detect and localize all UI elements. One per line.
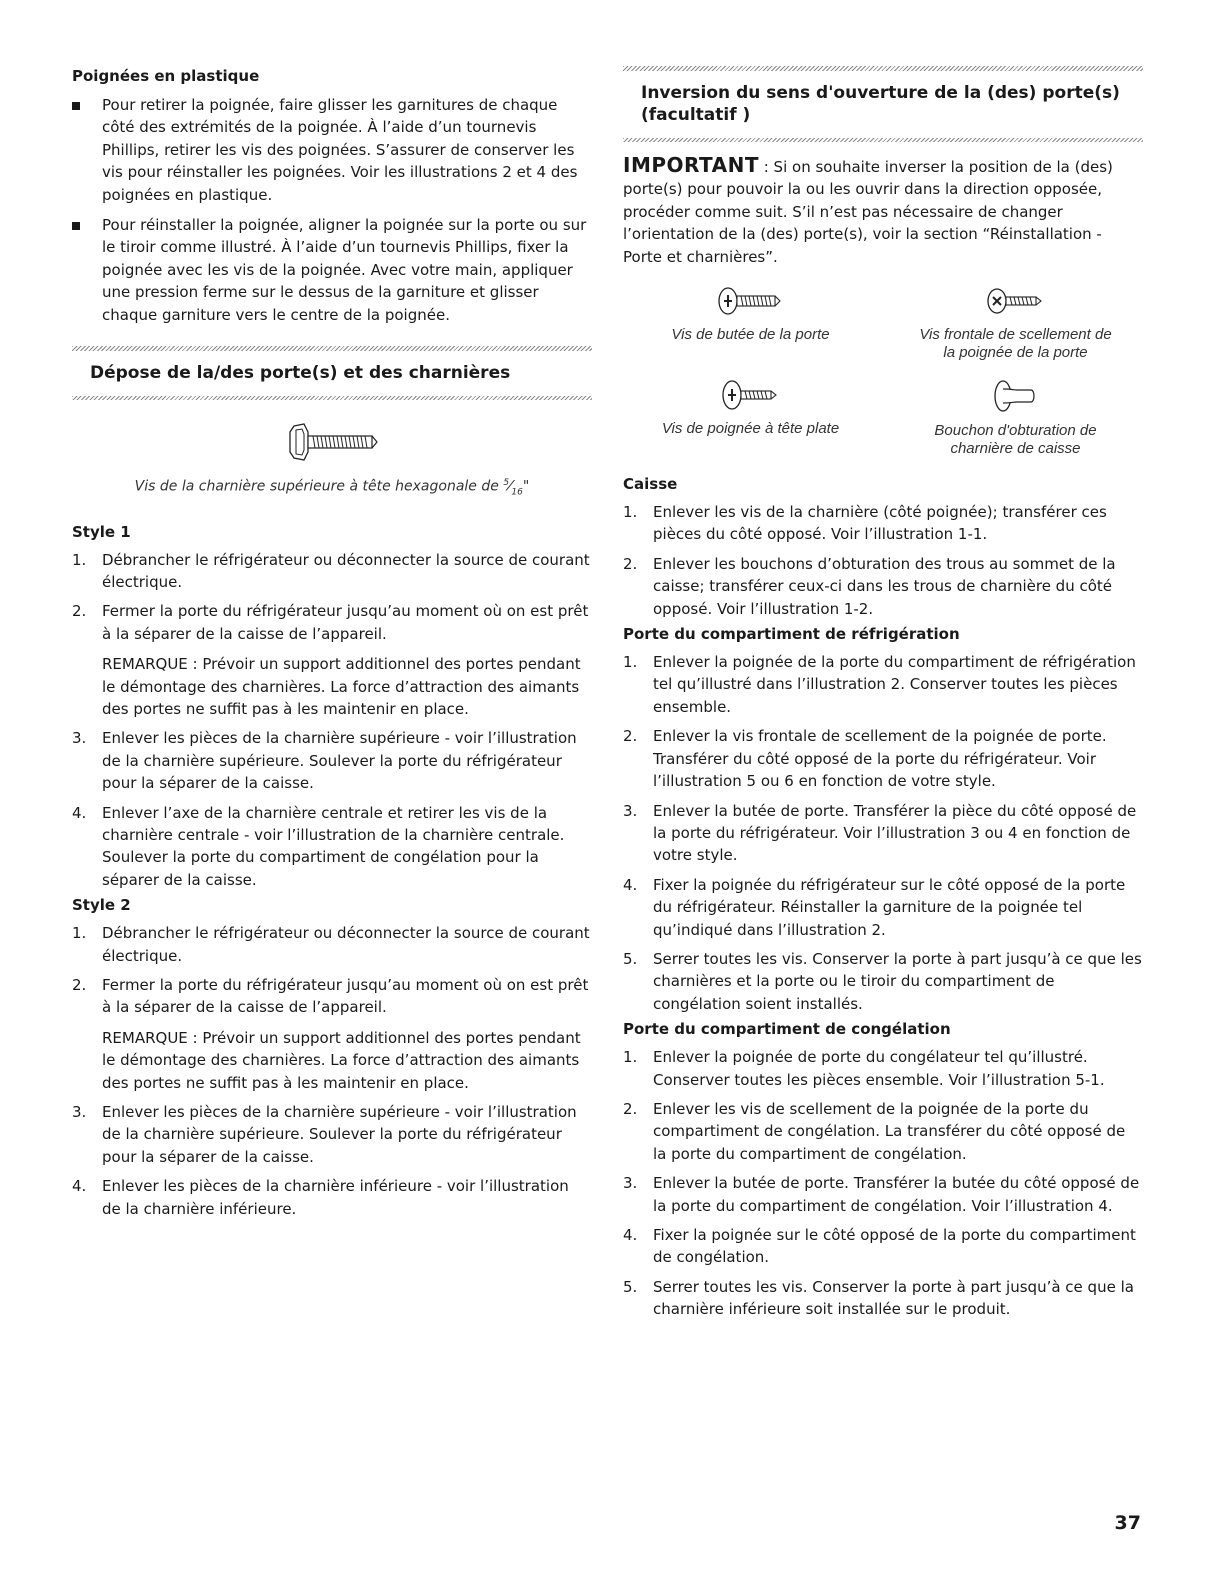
note: REMARQUE : Prévoir un support additionnel des portes pendant le démontage des charnières. La force d’attraction des aimants des portes ne suffit pas à les maintenir en place. (102, 1028, 581, 1092)
right-column (623, 66, 1143, 1321)
important-notice: IMPORTANT : Si on souhaite inverser la position de la (des) porte(s) pour pouvoir la ou les ouvrir dans la direction opposée, procéder comme suit. S’il n’est pas nécessaire de changer l’orientation de la (des) porte(s), voir la section “Réinstallation - Porte et charnières”. (623, 153, 1113, 266)
front-seal-screw-icon (985, 284, 1047, 318)
figure-flat-head-screw: Vis de poignée à tête plate (623, 376, 878, 458)
list-item: 3. Enlever les pièces de la charnière supérieure - voir l’illustration de la charnière supérieure. Soulever la porte du réfrigérateur pour la séparer de la caisse. (72, 1103, 577, 1166)
page-number: 37 (1114, 1512, 1141, 1534)
list-item: 3. Enlever la butée de porte. Transférer la butée du côté opposé de la porte du compartiment de congélation. Voir l’illustration 4. (623, 1174, 1140, 1215)
reversal-section-header (623, 66, 1143, 142)
list-item: 4. Enlever l’axe de la charnière centrale et retirer les vis de la charnière centrale - voir l’illustration de la charnière centrale. Soulever la porte du compartiment de congélation pour la séparer de la caisse. (72, 803, 565, 889)
list-item: 1. Enlever les vis de la charnière (côté poignée); transférer ces pièces du côté opposé. Voir l’illustration 1-1. (623, 503, 1107, 544)
square-bullet-icon (72, 222, 80, 230)
freezer-door-title: Porte du compartiment de congélation (623, 1020, 951, 1039)
list-item: Pour réinstaller la poignée, aligner la poignée sur la porte ou sur le tiroir comme illustré. À l’aide d’un tournevis Phillips, fixer la poignée avec les vis de la poignée. Avec votre main, appliquer une pression ferme sur le dessus de la garniture et glisser chaque garniture vers le centre de la poignée. (72, 214, 592, 326)
list-item: 4. Fixer la poignée sur le côté opposé de la porte du compartiment de congélation. (623, 1226, 1136, 1267)
figure-door-stop-screw: Vis de butée de la porte (623, 284, 878, 362)
hex-head-screw-icon (284, 422, 380, 462)
left-column (72, 66, 592, 1220)
list-item: 2. Enlever les vis de scellement de la poignée de la porte du compartiment de congélation. La transférer du côté opposé de la porte du compartiment de congélation. (623, 1099, 1126, 1163)
list-item: 2. Enlever la vis frontale de scellement de la poignée de porte. Transférer du côté opposé de la porte du réfrigérateur. Voir l’illustration 5 ou 6 en fonction de votre style. (623, 727, 1107, 791)
plastic-handles-title: Poignées en plastique (72, 67, 260, 85)
list-item: 5. Serrer toutes les vis. Conserver la porte à part jusqu’à ce que les charnières et la porte ou le tiroir du compartiment de congélation soient installés. (623, 949, 1142, 1013)
list-item: 1. Débrancher le réfrigérateur ou déconnecter la source de courant électrique. (72, 550, 590, 591)
hex-head-screw-caption: Vis de la charnière supérieure à tête hexagonale de $^5⁄_{16}$" (134, 478, 530, 498)
list-item: Pour retirer la poignée, faire glisser les garnitures de chaque côté des extrémités de la poignée. À l’aide d’un tournevis Phillips, retirer les vis des poignées. S’assurer de conserver les vis pour réinstaller les poignées. Voir les illustrations 2 et 4 des poignées en plastique. (72, 94, 592, 206)
plastic-handles-list (72, 94, 592, 326)
list-item: 1. Débrancher le réfrigérateur ou déconnecter la source de courant électrique. (72, 924, 590, 965)
cabinet-hinge-plug-icon (991, 376, 1041, 416)
hex-head-screw-figure (72, 422, 592, 501)
figure-front-seal-screw: Vis frontale de scellement de la poignée de la porte (888, 284, 1143, 362)
list-item: 2. Fermer la porte du réfrigérateur jusqu’au moment où on est prêt à la séparer de la caisse de l’appareil. REMARQUE : Prévoir un support additionnel des portes pendant le démontage des charnières. La force d’attraction des aimants des portes ne suffit pas à les maintenir en place. (72, 974, 592, 1094)
style2-title: Style 2 (72, 896, 131, 915)
style2-steps (72, 922, 592, 1220)
list-item: 2. Fermer la porte du réfrigérateur jusqu’au moment où on est prêt à la séparer de la caisse de l’appareil. REMARQUE : Prévoir un support additionnel des portes pendant le démontage des charnières. La force d’attraction des aimants des portes ne suffit pas à les maintenir en place. (72, 600, 592, 720)
fridge-door-steps (623, 651, 1143, 1015)
door-stop-screw-icon (716, 284, 786, 318)
figure-hinge-plug: Bouchon d'obturation de charnière de caisse (888, 376, 1143, 458)
cabinet-title: Caisse (623, 475, 678, 494)
list-item: 4. Fixer la poignée du réfrigérateur sur le côté opposé de la porte du réfrigérateur. Réinstaller la garniture de la poignée tel qu’indiqué dans l’illustration 2. (623, 875, 1126, 939)
cabinet-steps (623, 501, 1143, 620)
square-bullet-icon (72, 102, 80, 110)
note: REMARQUE : Prévoir un support additionnel des portes pendant le démontage des charnières. La force d’attraction des aimants des portes ne suffit pas à les maintenir en place. (102, 655, 581, 718)
list-item: 3. Enlever les pièces de la charnière supérieure - voir l’illustration de la charnière supérieure. Soulever la porte du réfrigérateur pour la séparer de la caisse. (72, 729, 577, 793)
removal-section-header (72, 346, 592, 400)
list-item: 1. Enlever la poignée de la porte du compartiment de réfrigération tel qu’illustré dans l’illustration 2. Conserver toutes les pièces ensemble. (623, 653, 1136, 716)
fridge-door-title: Porte du compartiment de réfrigération (623, 625, 960, 644)
screw-figures (623, 284, 1143, 458)
list-item: 3. Enlever la butée de porte. Transférer la pièce du côté opposé de la porte du réfrigérateur. Voir l’illustration 3 ou 4 en fonction de votre style. (623, 801, 1137, 865)
list-item: 4. Enlever les pièces de la charnière inférieure - voir l’illustration de la charnière inférieure. (72, 1177, 569, 1218)
freezer-door-steps (623, 1046, 1143, 1320)
flat-head-handle-screw-icon (720, 376, 782, 414)
list-item: 1. Enlever la poignée de porte du congélateur tel qu’illustré. Conserver toutes les pièces ensemble. Voir l’illustration 5-1. (623, 1048, 1105, 1089)
reversal-section-title: Inversion du sens d'ouverture de la (des) porte(s) (facultatif ) (641, 83, 1120, 125)
style1-steps (72, 549, 592, 892)
list-item: 2. Enlever les bouchons d’obturation des trous au sommet de la caisse; transférer ceux-ci dans les trous de charnière du côté opposé. Voir l’illustration 1-2. (623, 554, 1116, 618)
removal-section-title: Dépose de la/des porte(s) et des charnières (90, 363, 511, 384)
list-item: 5. Serrer toutes les vis. Conserver la porte à part jusqu’à ce que la charnière inférieure soit installée sur le produit. (623, 1277, 1134, 1319)
style1-title: Style 1 (72, 522, 131, 541)
